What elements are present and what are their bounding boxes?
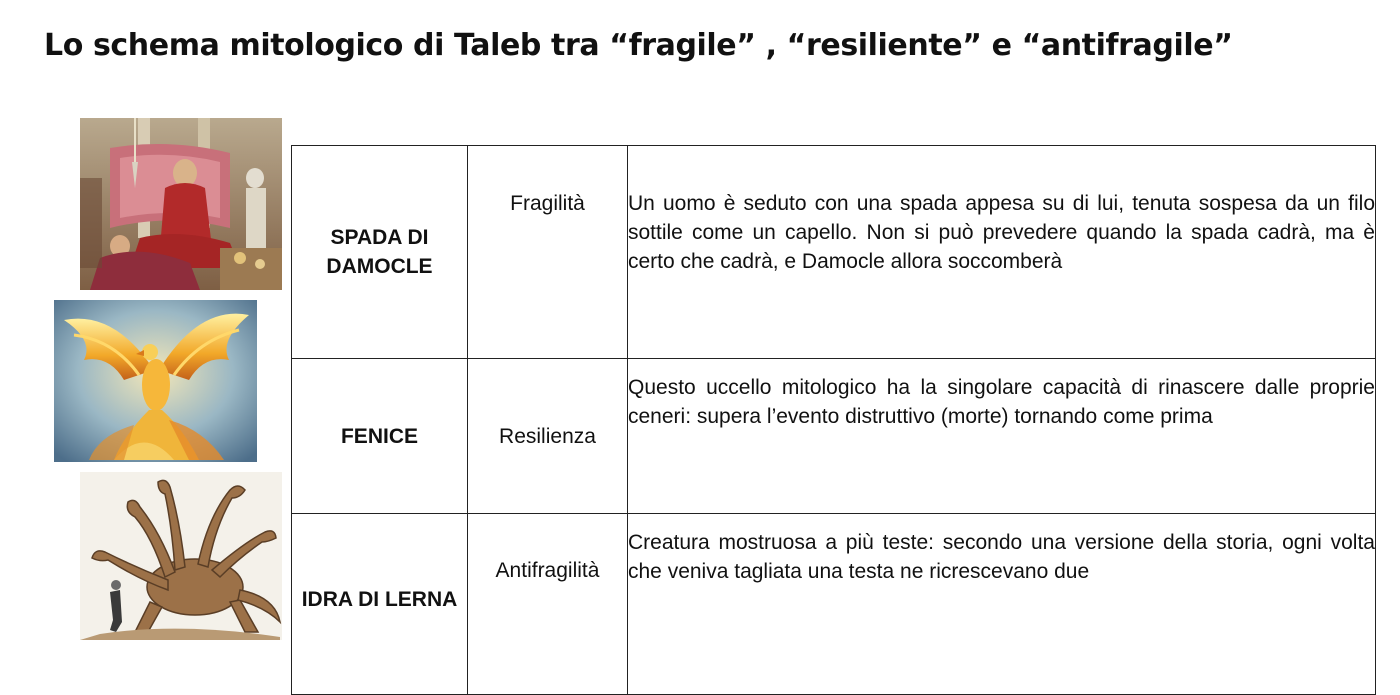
description-cell: Questo uccello mitologico ha la singolare capacità di rinascere dalle proprie ceneri: supera l’evento distruttivo (morte) tornando come prima [628, 359, 1376, 514]
property-cell: Resilienza [468, 359, 628, 514]
myth-name-cell: SPADA DI DAMOCLE [292, 146, 468, 359]
slide-title: Lo schema mitologico di Taleb tra “fragile” , “resiliente” e “antifragile” [44, 28, 1233, 63]
property-cell: Antifragilità [468, 514, 628, 695]
description-cell: Un uomo è seduto con una spada appesa su di lui, tenuta sospesa da un filo sottile come un capello. Non si può prevedere quando la spada cadrà, ma è certo che cadrà, e Damocle allora soccomberà [628, 146, 1376, 359]
property-cell: Fragilità [468, 146, 628, 359]
myth-name-cell: IDRA DI LERNA [292, 514, 468, 695]
description-cell: Creatura mostruosa a più teste: secondo una versione della storia, ogni volta che veniva tagliata una testa ne ricrescevano due [628, 514, 1376, 695]
table-row [292, 359, 1376, 514]
table-row [292, 146, 1376, 359]
myth-table [291, 145, 1376, 695]
damocle-painting [80, 118, 282, 290]
myth-name-cell: FENICE [292, 359, 468, 514]
phoenix-painting [54, 300, 257, 462]
table-row [292, 514, 1376, 695]
hydra-drawing [80, 472, 282, 640]
